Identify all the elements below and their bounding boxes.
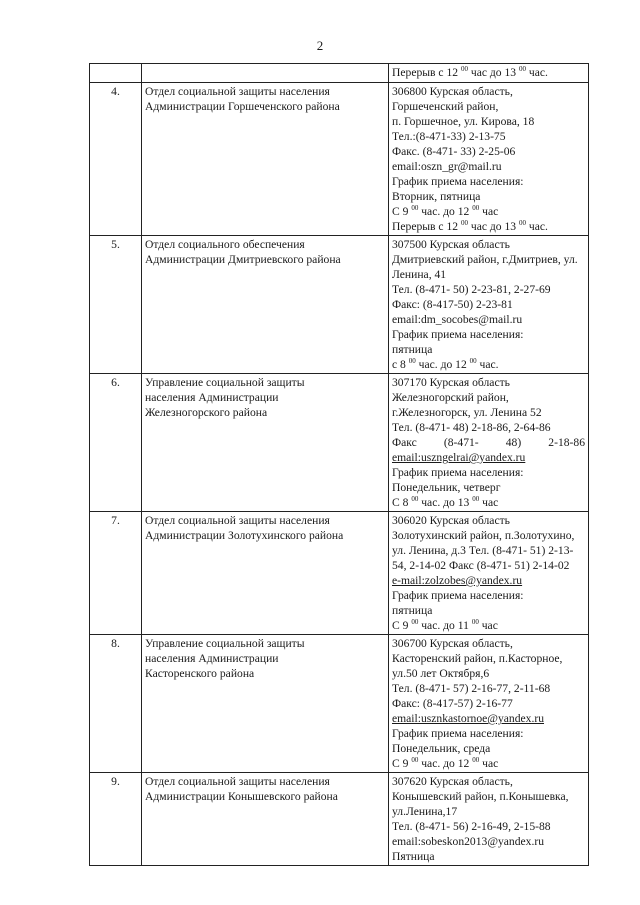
address-line: 307620 Курская область,	[392, 775, 513, 788]
table-row	[90, 236, 589, 374]
row-number: 9.	[90, 773, 142, 866]
fax-line: Факс: (8-417-57) 2-16-77	[392, 697, 513, 710]
phone-line: Тел. (8-471- 50) 2-23-81, 2-27-69	[392, 283, 551, 296]
org-name-line: Управление социальной защиты	[145, 376, 305, 389]
org-name-cell	[142, 512, 389, 635]
row-number: 7.	[90, 512, 142, 635]
schedule-hours: С 9 $^{00}$ час. до 12 $^{00}$ час	[392, 756, 499, 770]
address-line: ул.Ленина,17	[392, 805, 458, 818]
phone-line: Тел.:(8-471-33) 2-13-75	[392, 130, 506, 143]
table-row	[90, 635, 589, 773]
break-hours: Перерыв с 12 $^{00}$ час до 13 $^{00}$ час.	[392, 219, 548, 233]
org-name-cell	[142, 83, 389, 236]
address-line: Касторенский район, п.Касторное,	[392, 652, 563, 665]
address-line: Дмитриевский район, г.Дмитриев, ул.	[392, 253, 578, 266]
address-line: Горшеченский район,	[392, 100, 499, 113]
email-line: email:sobeskon2013@yandex.ru	[392, 835, 545, 848]
phone-line: Тел. (8-471- 48) 2-18-86, 2-64-86	[392, 421, 551, 434]
schedule-hours: С 9 $^{00}$ час. до 12 $^{00}$ час	[392, 204, 499, 218]
name-cell	[142, 64, 389, 83]
schedule-days: пятница	[392, 604, 433, 617]
contact-cell	[389, 83, 589, 236]
org-name-line: Администрации Золотухинского района	[145, 529, 344, 542]
org-name-line: населения Администрации	[145, 652, 279, 665]
info-cell	[389, 64, 589, 83]
org-name-line: Администрации Горшеченского района	[145, 100, 340, 113]
table-row	[90, 83, 589, 236]
address-line: Железногорский район,	[392, 391, 509, 404]
contacts-table	[89, 63, 589, 866]
address-line: Конышевский район, п.Конышевка,	[392, 790, 569, 803]
table-row	[90, 512, 589, 635]
phone-line: 54, 2-14-02 Факс (8-471- 51) 2-14-02	[392, 559, 570, 572]
address-line: Золотухинский район, п.Золотухино,	[392, 529, 575, 542]
fax-line: Факс. (8-471- 33) 2-25-06	[392, 145, 516, 158]
org-name-cell	[142, 635, 389, 773]
phone-line: Тел. (8-471- 56) 2-16-49, 2-15-88	[392, 820, 551, 833]
schedule-days: Пятница	[392, 850, 435, 863]
address-line: 307500 Курская область	[392, 238, 510, 251]
address-line: 306700 Курская область,	[392, 637, 513, 650]
row-number: 8.	[90, 635, 142, 773]
contact-cell	[389, 773, 589, 866]
org-name-line: Отдел социального обеспечения	[145, 238, 305, 251]
org-name-line: Железногорского района	[145, 406, 268, 419]
address-line: 306020 Курская область	[392, 514, 510, 527]
schedule-days: Вторник, пятница	[392, 190, 481, 203]
schedule-days: Понедельник, среда	[392, 742, 491, 755]
contact-cell	[389, 236, 589, 374]
address-line: 306800 Курская область,	[392, 85, 513, 98]
schedule-hours: С 8 $^{00}$ час. до 13 $^{00}$ час	[392, 495, 499, 509]
break-hours: Перерыв с 12 $^{00}$ час до 13 $^{00}$ час.	[392, 65, 548, 79]
schedule-days: пятница	[392, 343, 433, 356]
org-name-line: Касторенского района	[145, 667, 255, 680]
fax-line: Факс (8-471- 48) 2-18-86	[392, 436, 585, 449]
schedule-title: График приема населения:	[392, 727, 524, 740]
address-line: 307170 Курская область	[392, 376, 510, 389]
org-name-cell	[142, 374, 389, 512]
schedule-hours: с 8 $^{00}$ час. до 12 $^{00}$ час.	[392, 357, 499, 371]
schedule-days: Понедельник, четверг	[392, 481, 501, 494]
row-number: 4.	[90, 83, 142, 236]
email-line: email:dm_socobes@mail.ru	[392, 313, 523, 326]
org-name-line: Администрации Конышевского района	[145, 790, 338, 803]
org-name-line: Администрации Дмитриевского района	[145, 253, 341, 266]
fax-line: Факс: (8-417-50) 2-23-81	[392, 298, 513, 311]
contact-cell	[389, 512, 589, 635]
row-number: 5.	[90, 236, 142, 374]
table-row	[90, 773, 589, 866]
address-line: г.Железногорск, ул. Ленина 52	[392, 406, 542, 419]
org-name-line: Отдел социальной защиты населения	[145, 514, 330, 527]
email-line: email:usznkastornoe@yandex.ru	[392, 712, 545, 725]
schedule-title: График приема населения:	[392, 328, 524, 341]
contact-cell	[389, 374, 589, 512]
contact-cell	[389, 635, 589, 773]
org-name-line: населения Администрации	[145, 391, 279, 404]
schedule-title: График приема населения:	[392, 466, 524, 479]
table-row	[90, 64, 589, 83]
email-line: email:uszngelrai@yandex.ru	[392, 451, 526, 464]
table-row	[90, 374, 589, 512]
address-line: ул. Ленина, д.3 Тел. (8-471- 51) 2-13-	[392, 544, 574, 557]
phone-line: Тел. (8-471- 57) 2-16-77, 2-11-68	[392, 682, 551, 695]
address-line: Ленина, 41	[392, 268, 447, 281]
org-name-line: Отдел социальной защиты населения	[145, 775, 330, 788]
org-name-cell	[142, 773, 389, 866]
org-name-line: Отдел социальной защиты населения	[145, 85, 330, 98]
email-line: e-mail:zolzobes@yandex.ru	[392, 574, 523, 587]
address-line: п. Горшечное, ул. Кирова, 18	[392, 115, 535, 128]
schedule-title: График приема населения:	[392, 589, 524, 602]
num-cell	[90, 64, 142, 83]
row-number: 6.	[90, 374, 142, 512]
org-name-cell	[142, 236, 389, 374]
schedule-hours: С 9 $^{00}$ час. до 11 $^{00}$ час	[392, 618, 498, 632]
address-line: ул.50 лет Октября,6	[392, 667, 490, 680]
org-name-line: Управление социальной защиты	[145, 637, 305, 650]
schedule-title: График приема населения:	[392, 175, 524, 188]
page-number: 2	[316, 38, 324, 53]
email-line: email:oszn_gr@mail.ru	[392, 160, 502, 173]
